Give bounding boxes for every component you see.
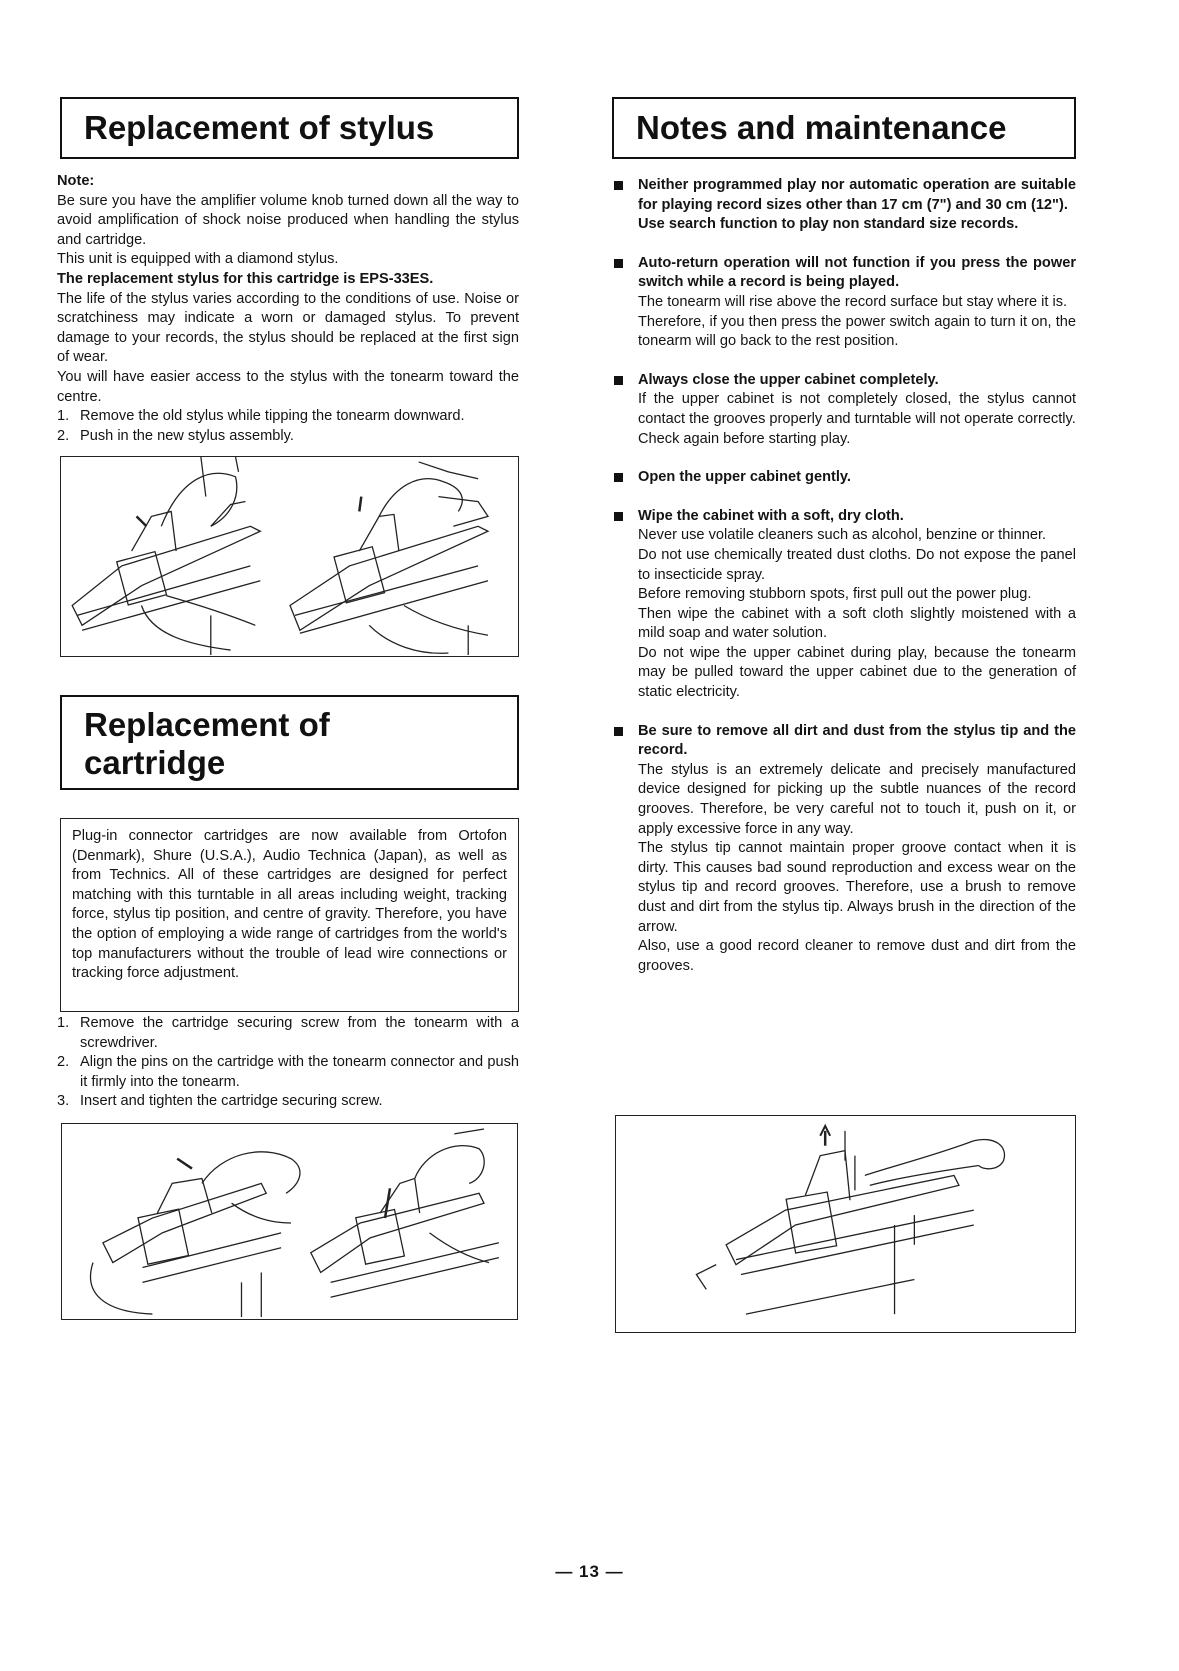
cartridge-title-line2: cartridge [84, 744, 226, 781]
page-number: — 13 — [555, 1562, 624, 1581]
list-item: 1. Remove the cartridge securing screw from the tonearm with a screwdriver. [57, 1015, 519, 1051]
square-bullet-icon [614, 376, 623, 385]
cartridge-heading [60, 695, 519, 790]
stylus-illustration [60, 456, 519, 657]
list-item: 1. Remove the old stylus while tipping the tonearm downward. [57, 408, 465, 425]
cartridge-body [57, 1014, 519, 1112]
access-text: You will have easier access to the stylus with the tonearm toward the centre. [57, 368, 519, 405]
stylus-body [57, 172, 519, 446]
list-item: Always close the upper cabinet completely. If the upper cabinet is not completely closed, the stylus cannot contact the grooves properly and turntable will not operate correctly. Check again before starting play. [612, 371, 1076, 449]
stylus-title: Replacement of stylus [84, 109, 435, 146]
list-item: Auto-return operation will not function if you press the power switch while a record is being played. The tonearm will rise above the record surface but stay where it is. Therefore, if you then press the power switch again to turn it on, the tonearm will go back to the rest position. [612, 254, 1076, 352]
list-item: Be sure to remove all dirt and dust from the stylus tip and the record. The stylus is an extremely delicate and precisely manufactured device designed for picking up the subtle nuances of the record grooves. Therefore, be very careful not to touch it, push on it, or apply excessive force in any way. The stylus tip cannot maintain proper groove contact when it is dirty. This causes bad sound reproduction and excess wear on the stylus tip and record grooves. Therefore, use a brush to remove dust and dirt from the stylus tip. Always brush in the direction of the arrow. Also, use a good record cleaner to remove dust and dirt from the grooves. [612, 722, 1076, 977]
diamond-text: This unit is equipped with a diamond stylus. [57, 251, 339, 268]
life-text: The life of the stylus varies according to the conditions of use. Noise or scratchiness may indicate a worn or damaged stylus. To prevent damage to your records, the stylus should be replaced at the first sign of wear. [57, 290, 519, 366]
list-item: Wipe the cabinet with a soft, dry cloth. Never use volatile cleaners such as alcohol, benzine or thinner. Do not use chemically treated dust cloths. Do not expose the panel to insecticide spray. Before removing stubborn spots, first pull out the power plug. Then wipe the cabinet with a soft cloth slightly moistened with a mild soap and water solution. Do not wipe the upper cabinet during play, because the tonearm may be pulled toward the upper cabinet due to the generation of static electricity. [612, 507, 1076, 703]
list-item: 2. Align the pins on the cartridge with the tonearm connector and push it firmly into the tonearm. [57, 1054, 519, 1090]
cartridge-info-box [60, 818, 519, 1012]
square-bullet-icon [614, 727, 623, 736]
list-item: 3. Insert and tighten the cartridge securing screw. [57, 1093, 383, 1110]
list-item: Open the upper cabinet gently. [612, 468, 1076, 488]
list-item: 2. Push in the new stylus assembly. [57, 427, 294, 444]
cartridge-steps [57, 1014, 519, 1112]
note-label: Note: [57, 173, 95, 189]
stylus-heading [60, 97, 519, 159]
square-bullet-icon [614, 259, 623, 268]
cartridge-replacement-drawing [62, 1124, 517, 1319]
cartridge-info-text: Plug-in connector cartridges are now available from Ortofon (Denmark), Shure (U.S.A.), Audio Technica (Japan), as well as from Technics. All of these cartridges are designed for perfect matching with this turntable in all areas including weight, tracking force, stylus tip position, and centre of gravity. Therefore, you have the option of employing a wide range of cartridges from the world's top manufacturers without the trouble of lead wire connections or tracking force adjustment. [72, 828, 507, 982]
square-bullet-icon [614, 512, 623, 521]
square-bullet-icon [614, 473, 623, 482]
cartridge-illustration [61, 1123, 518, 1320]
list-item: Neither programmed play nor automatic operation are suitable for playing record sizes other than 17 cm (7") and 30 cm (12"). Use search function to play non standard size records. [612, 176, 1076, 235]
replacement-text: The replacement stylus for this cartridge is EPS-33ES. [57, 270, 434, 287]
stylus-steps [57, 407, 519, 446]
notes-heading [612, 97, 1076, 159]
stylus-cleaning-illustration [615, 1115, 1076, 1333]
notes-title: Notes and maintenance [636, 109, 1007, 146]
notes-list [612, 176, 1076, 995]
stylus-replacement-drawing [61, 457, 518, 656]
note-text: Be sure you have the amplifier volume knob turned down all the way to avoid amplification of shock noise produced when handling the stylus and cartridge. [57, 192, 519, 248]
cartridge-title-line1: Replacement of [84, 706, 330, 743]
stylus-brush-drawing [616, 1116, 1075, 1332]
square-bullet-icon [614, 181, 623, 190]
